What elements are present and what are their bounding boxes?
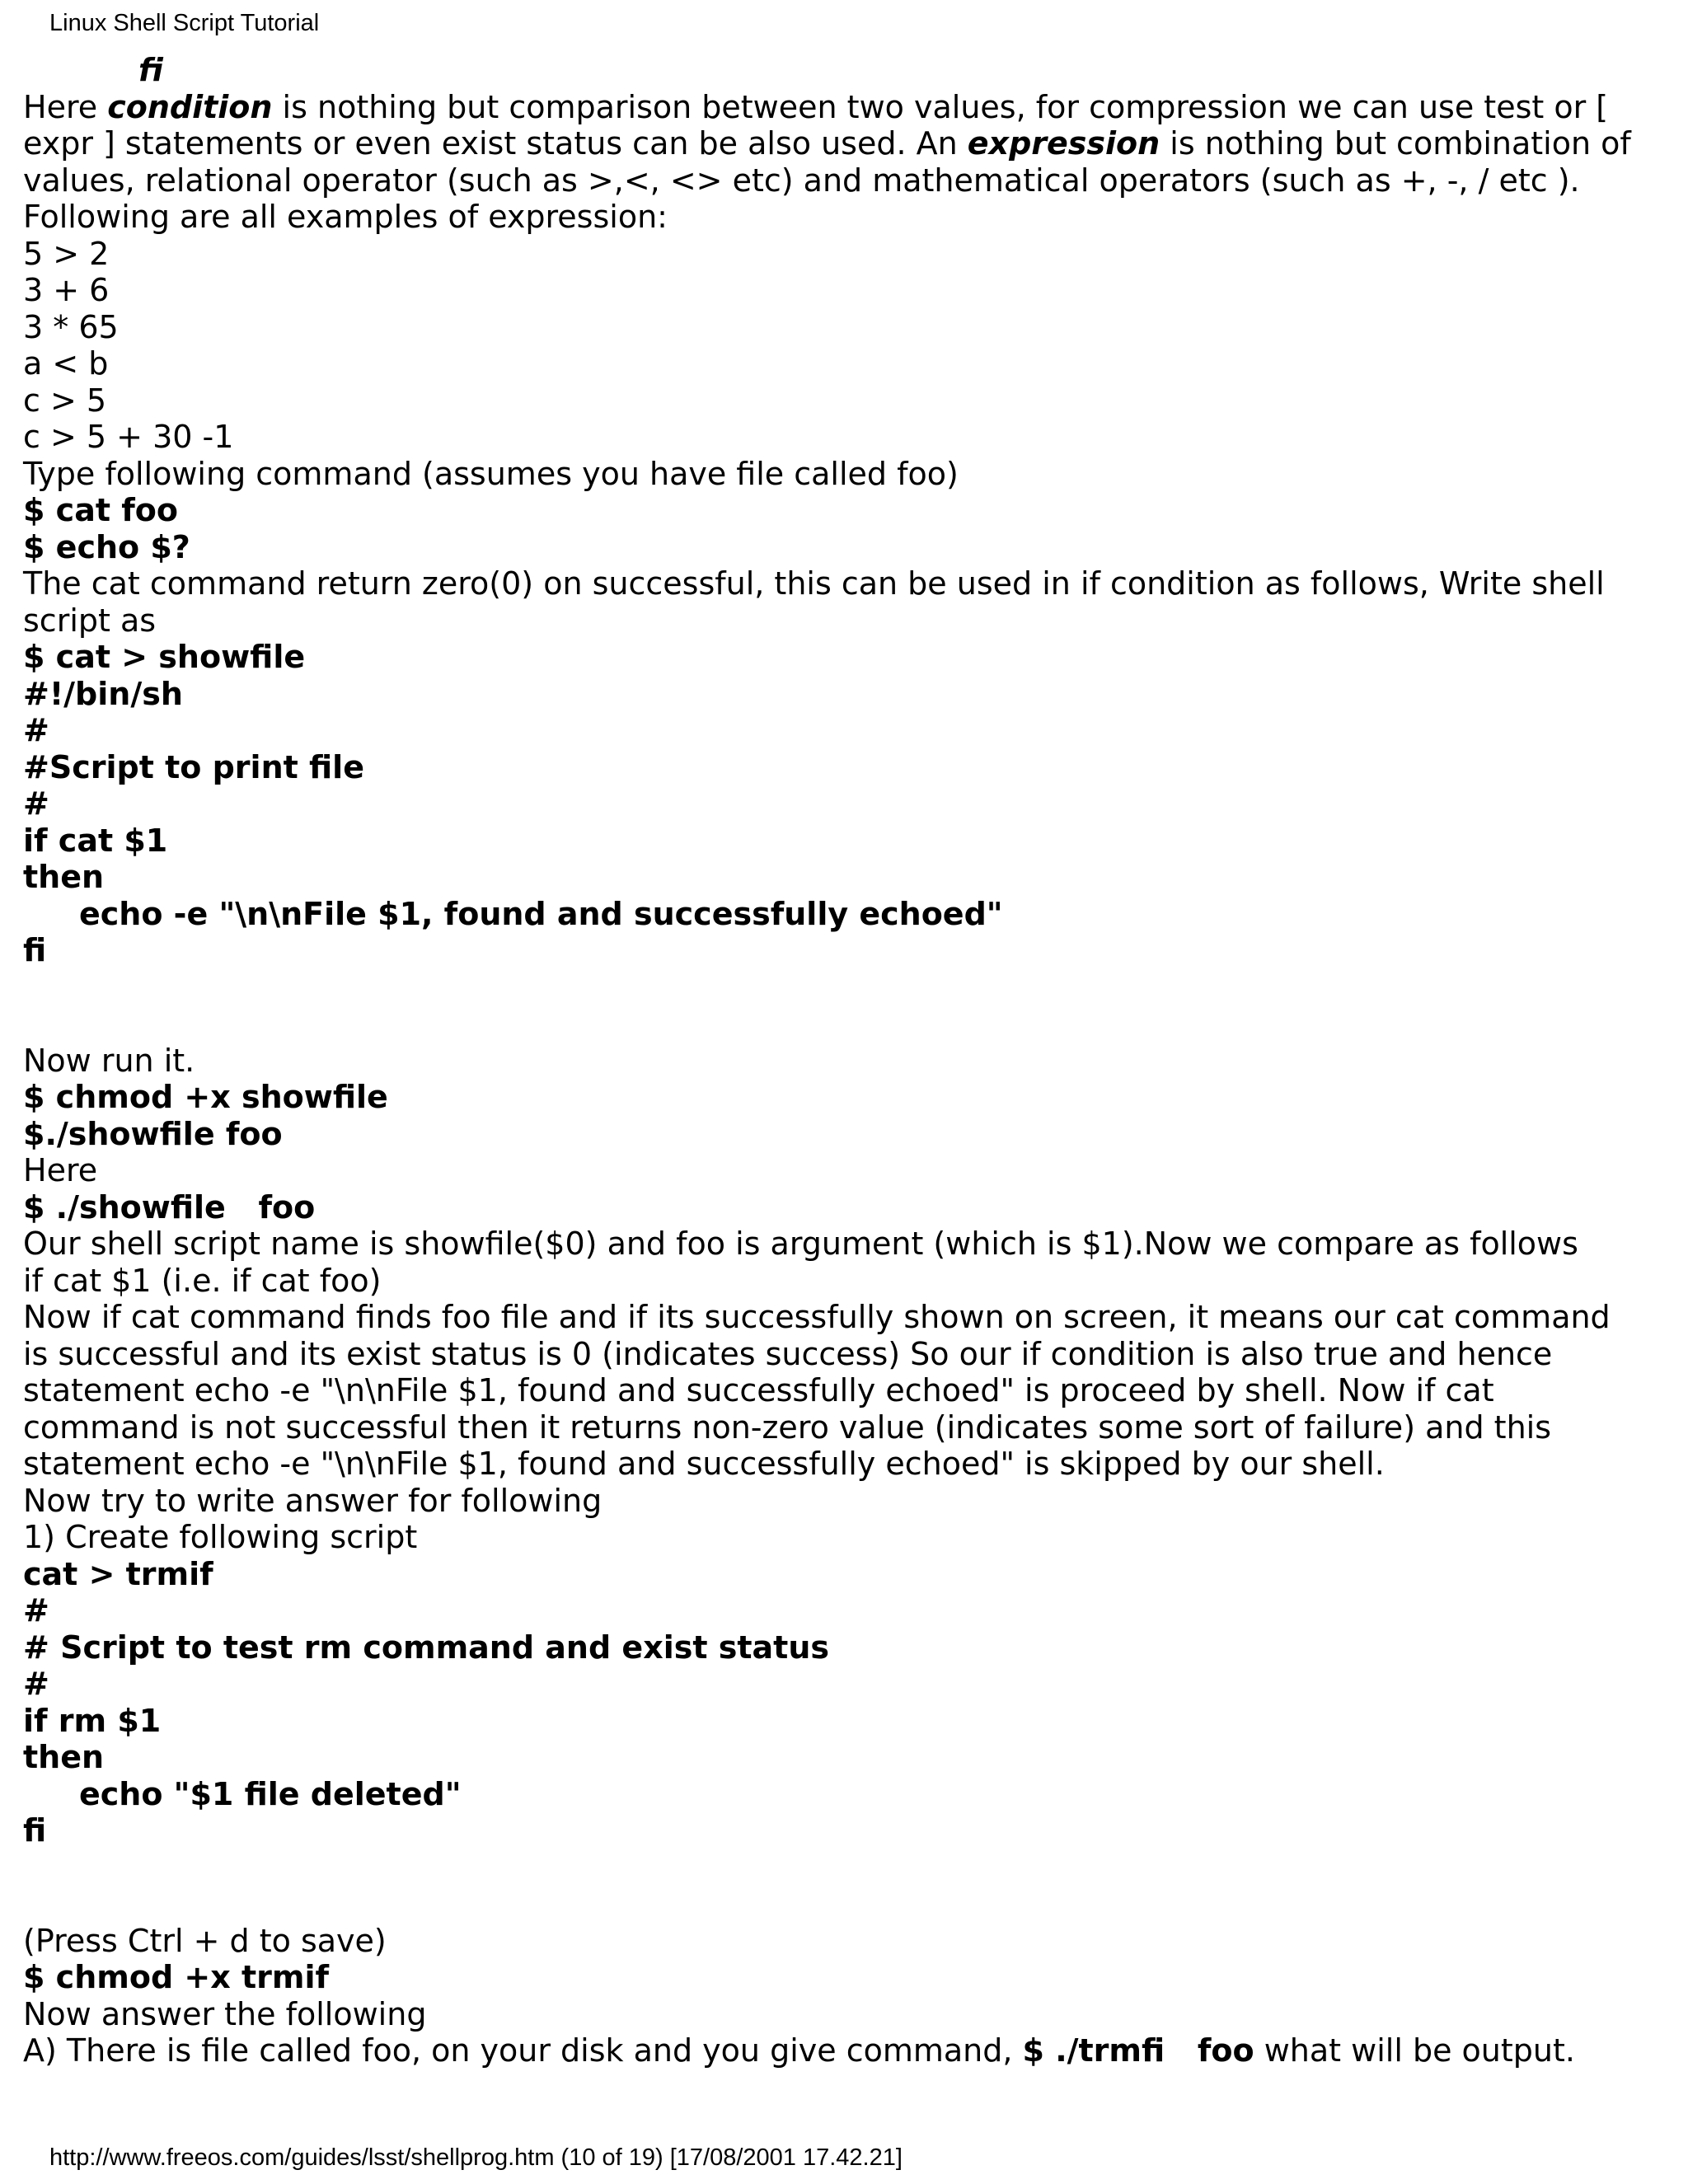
code-line: # <box>23 1666 49 1702</box>
command-line: $./showfile foo <box>23 1115 283 1152</box>
paragraph-line: Type following command (assumes you have file called foo) <box>23 455 959 492</box>
code-line: then <box>23 859 105 895</box>
paragraph-line: statement echo -e "\n\nFile $1, found and successfully echoed" is proceed by shell. Now if cat <box>23 1372 1494 1408</box>
example-line: c > 5 + 30 -1 <box>23 419 234 455</box>
code-line: cat > trmif <box>23 1555 213 1592</box>
paragraph-line: (Press Ctrl + d to save) <box>23 1922 387 1959</box>
paragraph-line: command is not successful then it returns non-zero value (indicates some sort of failure) and this <box>23 1408 1552 1446</box>
code-line: # Script to test rm command and exist status <box>23 1629 829 1666</box>
paragraph-line: Here <box>23 1152 98 1188</box>
code-line: $ cat > showfile <box>23 639 306 675</box>
command-line: $ chmod +x trmif <box>23 1959 330 1995</box>
text-run: Here <box>23 88 108 125</box>
text-run: expr ] statements or even exist status can be also used. An <box>23 125 968 162</box>
tutorial-content <box>23 52 1672 2069</box>
code-line: # <box>23 785 49 822</box>
code-line: # <box>23 1592 49 1629</box>
example-line: 3 * 65 <box>23 308 119 345</box>
inline-command: $ ./trmfi foo <box>1022 2032 1254 2069</box>
example-line: c > 5 <box>23 382 107 419</box>
code-line: #!/bin/sh <box>23 675 183 712</box>
page-header: Linux Shell Script Tutorial <box>49 10 320 36</box>
term-expression: expression <box>967 125 1160 162</box>
command-line: $ ./showfile foo <box>23 1188 316 1226</box>
command-line: $ cat foo <box>23 492 178 528</box>
page-footer-url: http://www.freeos.com/guides/lsst/shellprog.htm (10 of 19) [17/08/2001 17.42.21] <box>49 2144 903 2171</box>
paragraph-line: Our shell script name is showfile($0) and foo is argument (which is $1).Now we compare as follows <box>23 1226 1578 1262</box>
code-line: #Script to print file <box>23 748 364 785</box>
paragraph-line: 1) Create following script <box>23 1519 418 1555</box>
paragraph-line: The cat command return zero(0) on successful, this can be used in if condition as follows, Write shell <box>23 565 1605 602</box>
paragraph-line: is successful and its exist status is 0 (indicates success) So our if condition is also true and hence <box>23 1335 1553 1372</box>
text-run: is nothing but combination of <box>1160 125 1631 162</box>
paragraph-line: Now if cat command finds foo file and if its successfully shown on screen, it means our cat command <box>23 1299 1611 1335</box>
code-line: fi <box>138 52 163 88</box>
paragraph-line <box>23 89 1672 126</box>
code-line: echo "$1 file deleted" <box>79 1775 462 1812</box>
text-run: A) There is file called foo, on your disk and you give command, <box>23 2032 1023 2069</box>
code-line: fi <box>23 1812 47 1849</box>
text-run: what will be output. <box>1254 2032 1575 2069</box>
text-run: is nothing but comparison between two values, for compression we can use test or [ <box>272 88 1609 125</box>
paragraph-line: statement echo -e "\n\nFile $1, found and successfully echoed" is skipped by our shell. <box>23 1446 1385 1482</box>
example-line: 3 + 6 <box>23 272 110 308</box>
paragraph-line: values, relational operator (such as >,<, <> etc) and mathematical operators (such as +, -, / etc ). <box>23 162 1580 199</box>
term-condition: condition <box>107 88 273 125</box>
command-line: $ chmod +x showfile <box>23 1079 388 1115</box>
code-line: echo -e "\n\nFile $1, found and successfully echoed" <box>79 895 1003 932</box>
code-line: if cat $1 <box>23 822 168 859</box>
question-a <box>23 2032 1672 2069</box>
code-line: if rm $1 <box>23 1702 162 1739</box>
spacer <box>23 1849 1672 1923</box>
example-line: 5 > 2 <box>23 235 110 272</box>
paragraph-line <box>23 125 1672 162</box>
code-line: then <box>23 1739 105 1775</box>
code-line: # <box>23 712 49 748</box>
code-line: fi <box>23 932 47 968</box>
paragraph-line: script as <box>23 602 157 639</box>
paragraph-line: if cat $1 (i.e. if cat foo) <box>23 1262 382 1299</box>
paragraph-line: Now run it. <box>23 1042 195 1079</box>
paragraph-line: Following are all examples of expression: <box>23 199 668 235</box>
command-line: $ echo $? <box>23 528 190 565</box>
paragraph-line: Now answer the following <box>23 1995 427 2032</box>
spacer <box>23 969 1672 1043</box>
paragraph-line: Now try to write answer for following <box>23 1482 603 1519</box>
example-line: a < b <box>23 345 109 382</box>
